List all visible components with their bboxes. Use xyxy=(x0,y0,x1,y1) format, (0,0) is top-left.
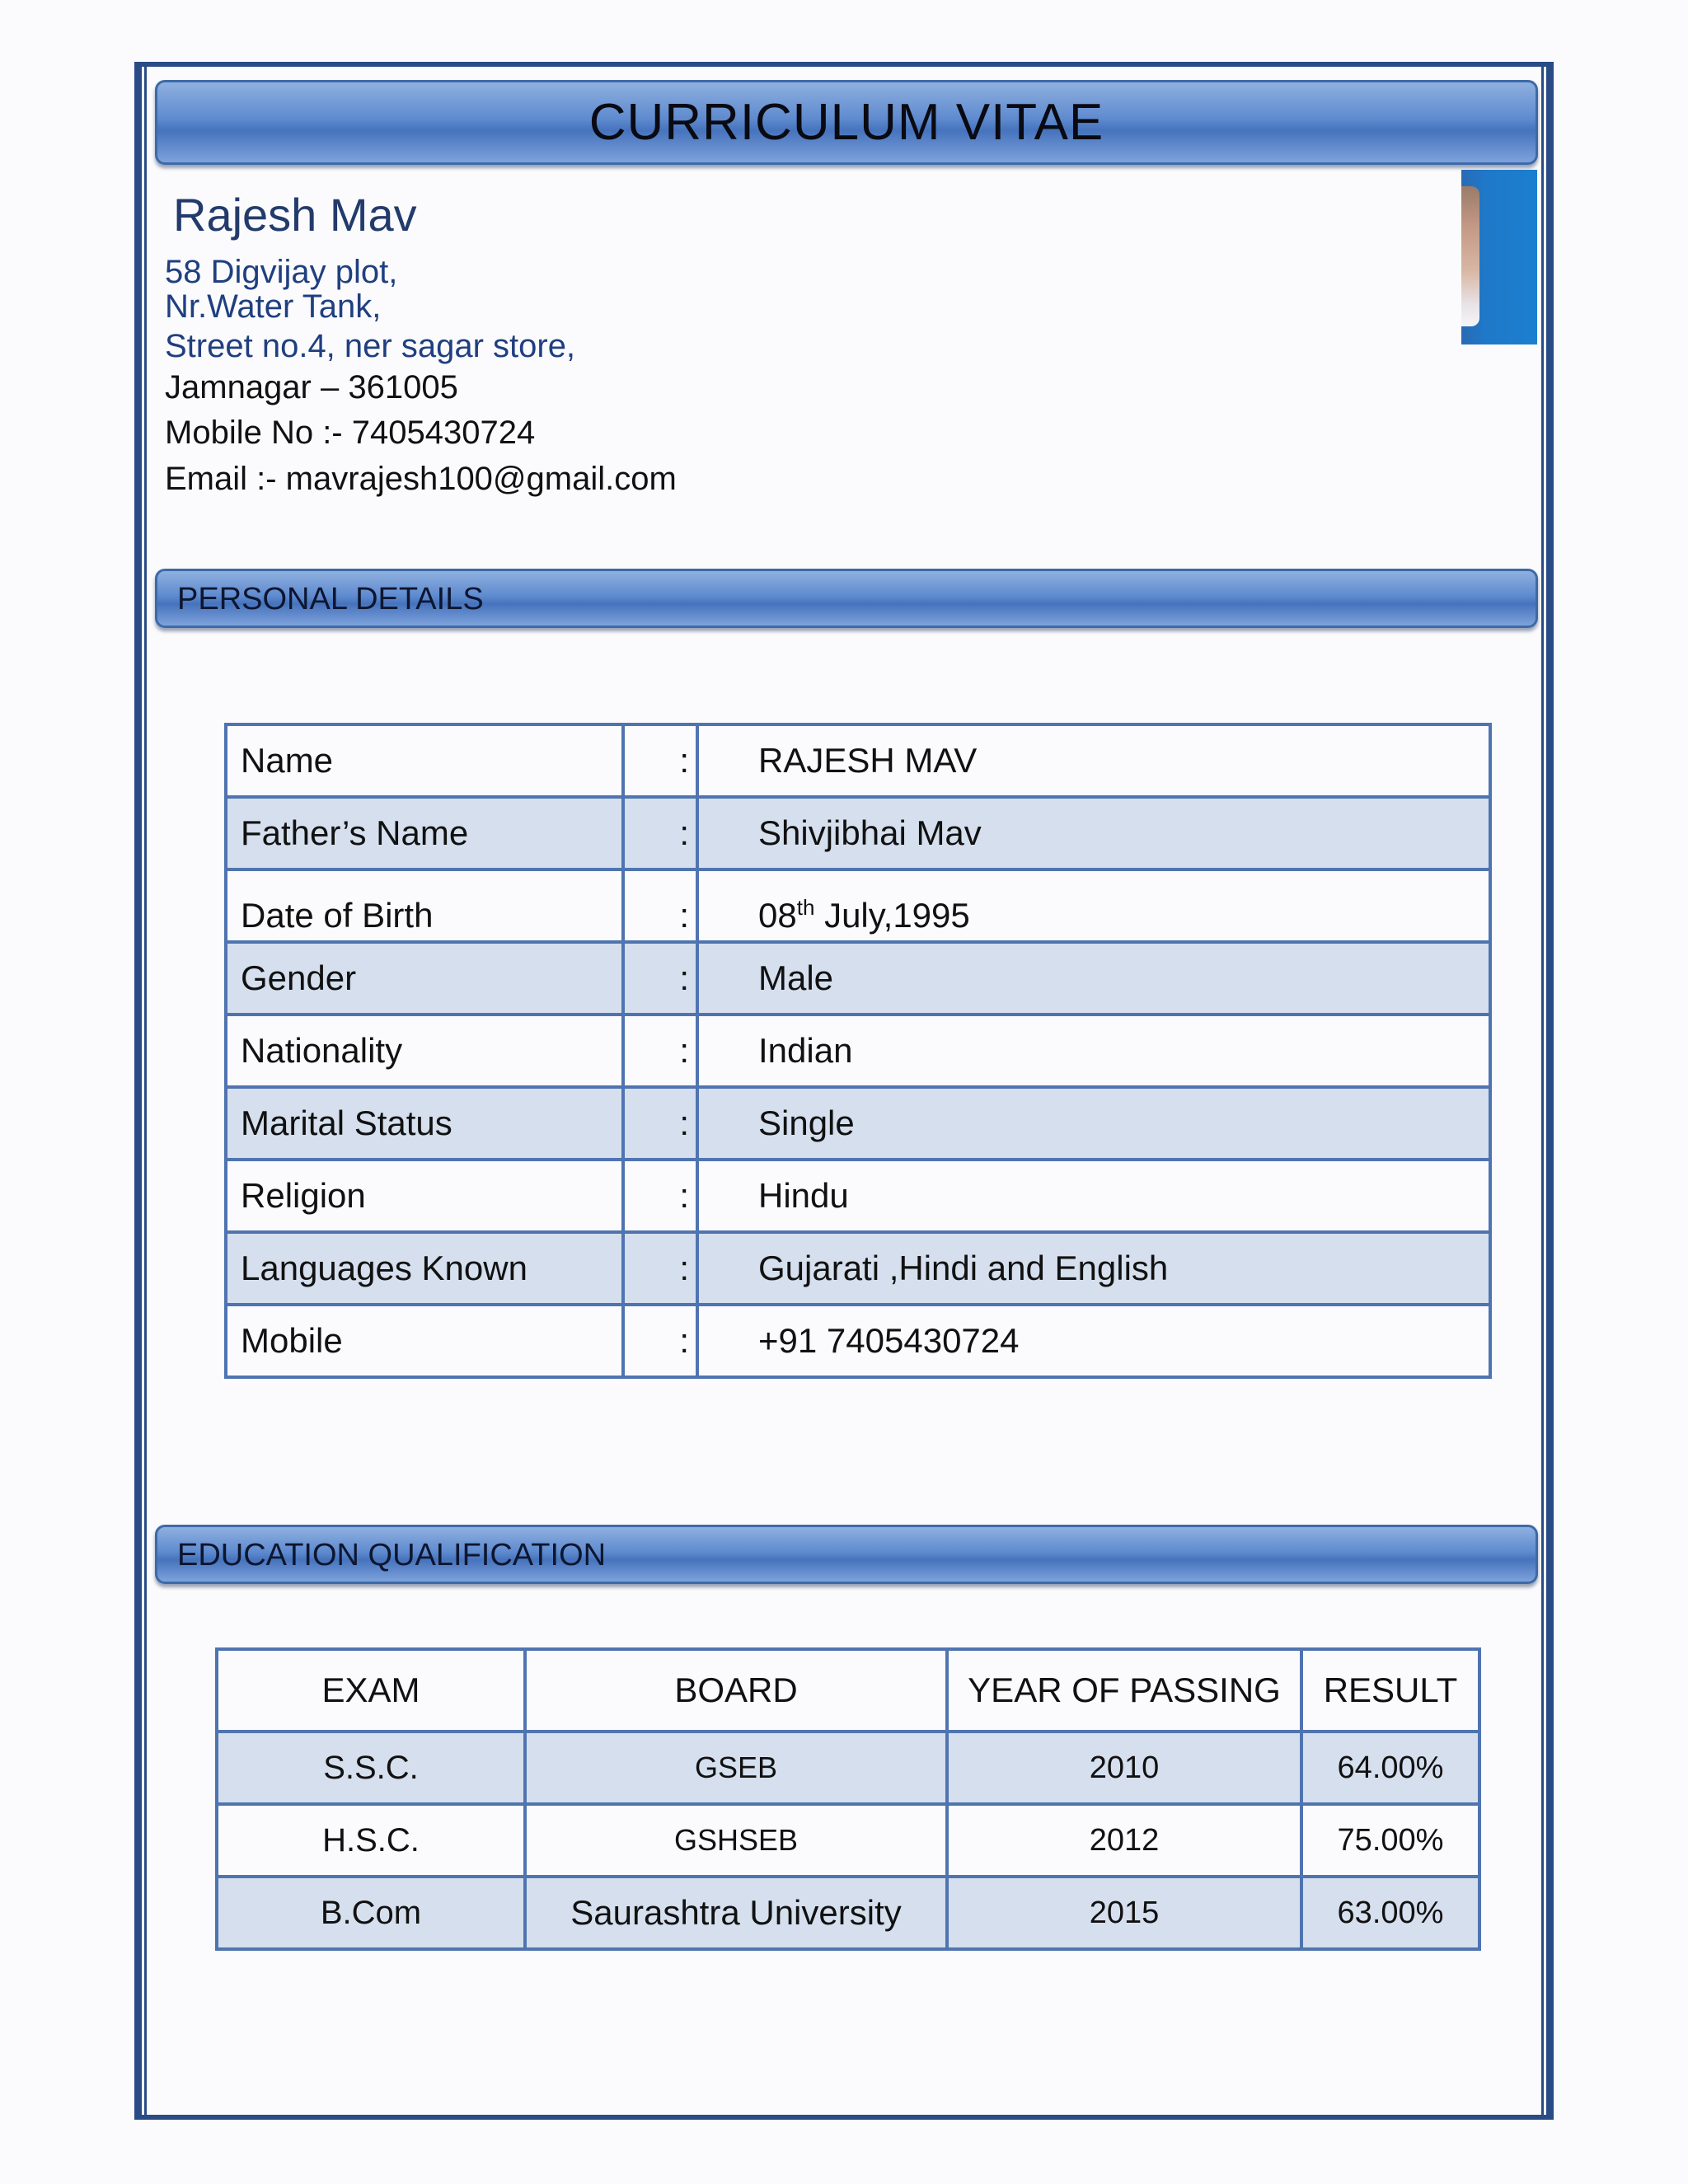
board-cell: GSHSEB xyxy=(525,1804,947,1877)
field-label: Nationality xyxy=(226,1015,623,1087)
table-row xyxy=(217,1804,1479,1877)
title-banner xyxy=(155,80,1538,165)
table-row xyxy=(217,1877,1479,1949)
contact-email: Email :- mavrajesh100@gmail.com xyxy=(165,461,677,497)
address-city: Jamnagar – 361005 xyxy=(165,369,458,405)
year-cell: 2015 xyxy=(947,1877,1301,1949)
field-label: Religion xyxy=(226,1160,623,1232)
field-separator: : xyxy=(623,724,697,797)
field-label: Gender xyxy=(226,942,623,1015)
field-label: Name xyxy=(226,724,623,797)
field-value: Single xyxy=(697,1087,1490,1160)
address-line-1: 58 Digvijay plot, xyxy=(165,254,398,290)
exam-cell: H.S.C. xyxy=(217,1804,525,1877)
column-header-result: RESULT xyxy=(1301,1649,1479,1732)
applicant-name: Rajesh Mav xyxy=(173,189,417,241)
field-value: RAJESH MAV xyxy=(697,724,1490,797)
field-separator: : xyxy=(623,797,697,869)
photo-person-image xyxy=(1461,186,1479,326)
result-cell: 63.00% xyxy=(1301,1877,1479,1949)
board-cell: Saurashtra University xyxy=(525,1877,947,1949)
table-row xyxy=(226,869,1490,942)
section-heading: PERSONAL DETAILS xyxy=(177,582,484,616)
field-label: Languages Known xyxy=(226,1232,623,1305)
section-heading: EDUCATION QUALIFICATION xyxy=(177,1538,607,1572)
table-row xyxy=(217,1732,1479,1804)
table-row xyxy=(226,1232,1490,1305)
exam-cell: S.S.C. xyxy=(217,1732,525,1804)
table-row xyxy=(226,1305,1490,1377)
table-row xyxy=(226,724,1490,797)
field-value: Indian xyxy=(697,1015,1490,1087)
field-separator: : xyxy=(623,869,697,942)
field-value: Gujarati ,Hindi and English xyxy=(697,1232,1490,1305)
field-separator: : xyxy=(623,1160,697,1232)
personal-details-table xyxy=(224,723,1492,1379)
field-separator: : xyxy=(623,1087,697,1160)
exam-cell: B.Com xyxy=(217,1877,525,1949)
dob-ordinal: th xyxy=(796,895,815,920)
year-cell: 2010 xyxy=(947,1732,1301,1804)
table-header-row xyxy=(217,1649,1479,1732)
table-row xyxy=(226,1015,1490,1087)
field-separator: : xyxy=(623,942,697,1015)
document-title: CURRICULUM VITAE xyxy=(588,94,1104,151)
table-row xyxy=(226,942,1490,1015)
field-value: Hindu xyxy=(697,1160,1490,1232)
year-cell: 2012 xyxy=(947,1804,1301,1877)
field-value: +91 7405430724 xyxy=(697,1305,1490,1377)
dob-day: 08 xyxy=(758,896,797,935)
field-label: Mobile xyxy=(226,1305,623,1377)
field-separator: : xyxy=(623,1232,697,1305)
field-label: Date of Birth xyxy=(226,869,623,942)
profile-photo xyxy=(1461,170,1537,344)
table-row xyxy=(226,1087,1490,1160)
personal-details-banner xyxy=(155,569,1538,628)
address-line-3: Street no.4, ner sagar store, xyxy=(165,328,576,364)
field-separator: : xyxy=(623,1015,697,1087)
address-line-2: Nr.Water Tank, xyxy=(165,288,382,325)
dob-month-year: July,1995 xyxy=(814,896,970,935)
column-header-exam: EXAM xyxy=(217,1649,525,1732)
field-value xyxy=(697,869,1490,942)
field-value: Shivjibhai Mav xyxy=(697,797,1490,869)
field-value: Male xyxy=(697,942,1490,1015)
field-label: Father’s Name xyxy=(226,797,623,869)
table-row xyxy=(226,797,1490,869)
result-cell: 64.00% xyxy=(1301,1732,1479,1804)
contact-mobile: Mobile No :- 7405430724 xyxy=(165,415,536,451)
column-header-board: BOARD xyxy=(525,1649,947,1732)
education-banner xyxy=(155,1525,1538,1584)
column-header-year: YEAR OF PASSING xyxy=(947,1649,1301,1732)
board-cell: GSEB xyxy=(525,1732,947,1804)
table-row xyxy=(226,1160,1490,1232)
education-table xyxy=(215,1647,1481,1951)
field-separator: : xyxy=(623,1305,697,1377)
result-cell: 75.00% xyxy=(1301,1804,1479,1877)
field-label: Marital Status xyxy=(226,1087,623,1160)
